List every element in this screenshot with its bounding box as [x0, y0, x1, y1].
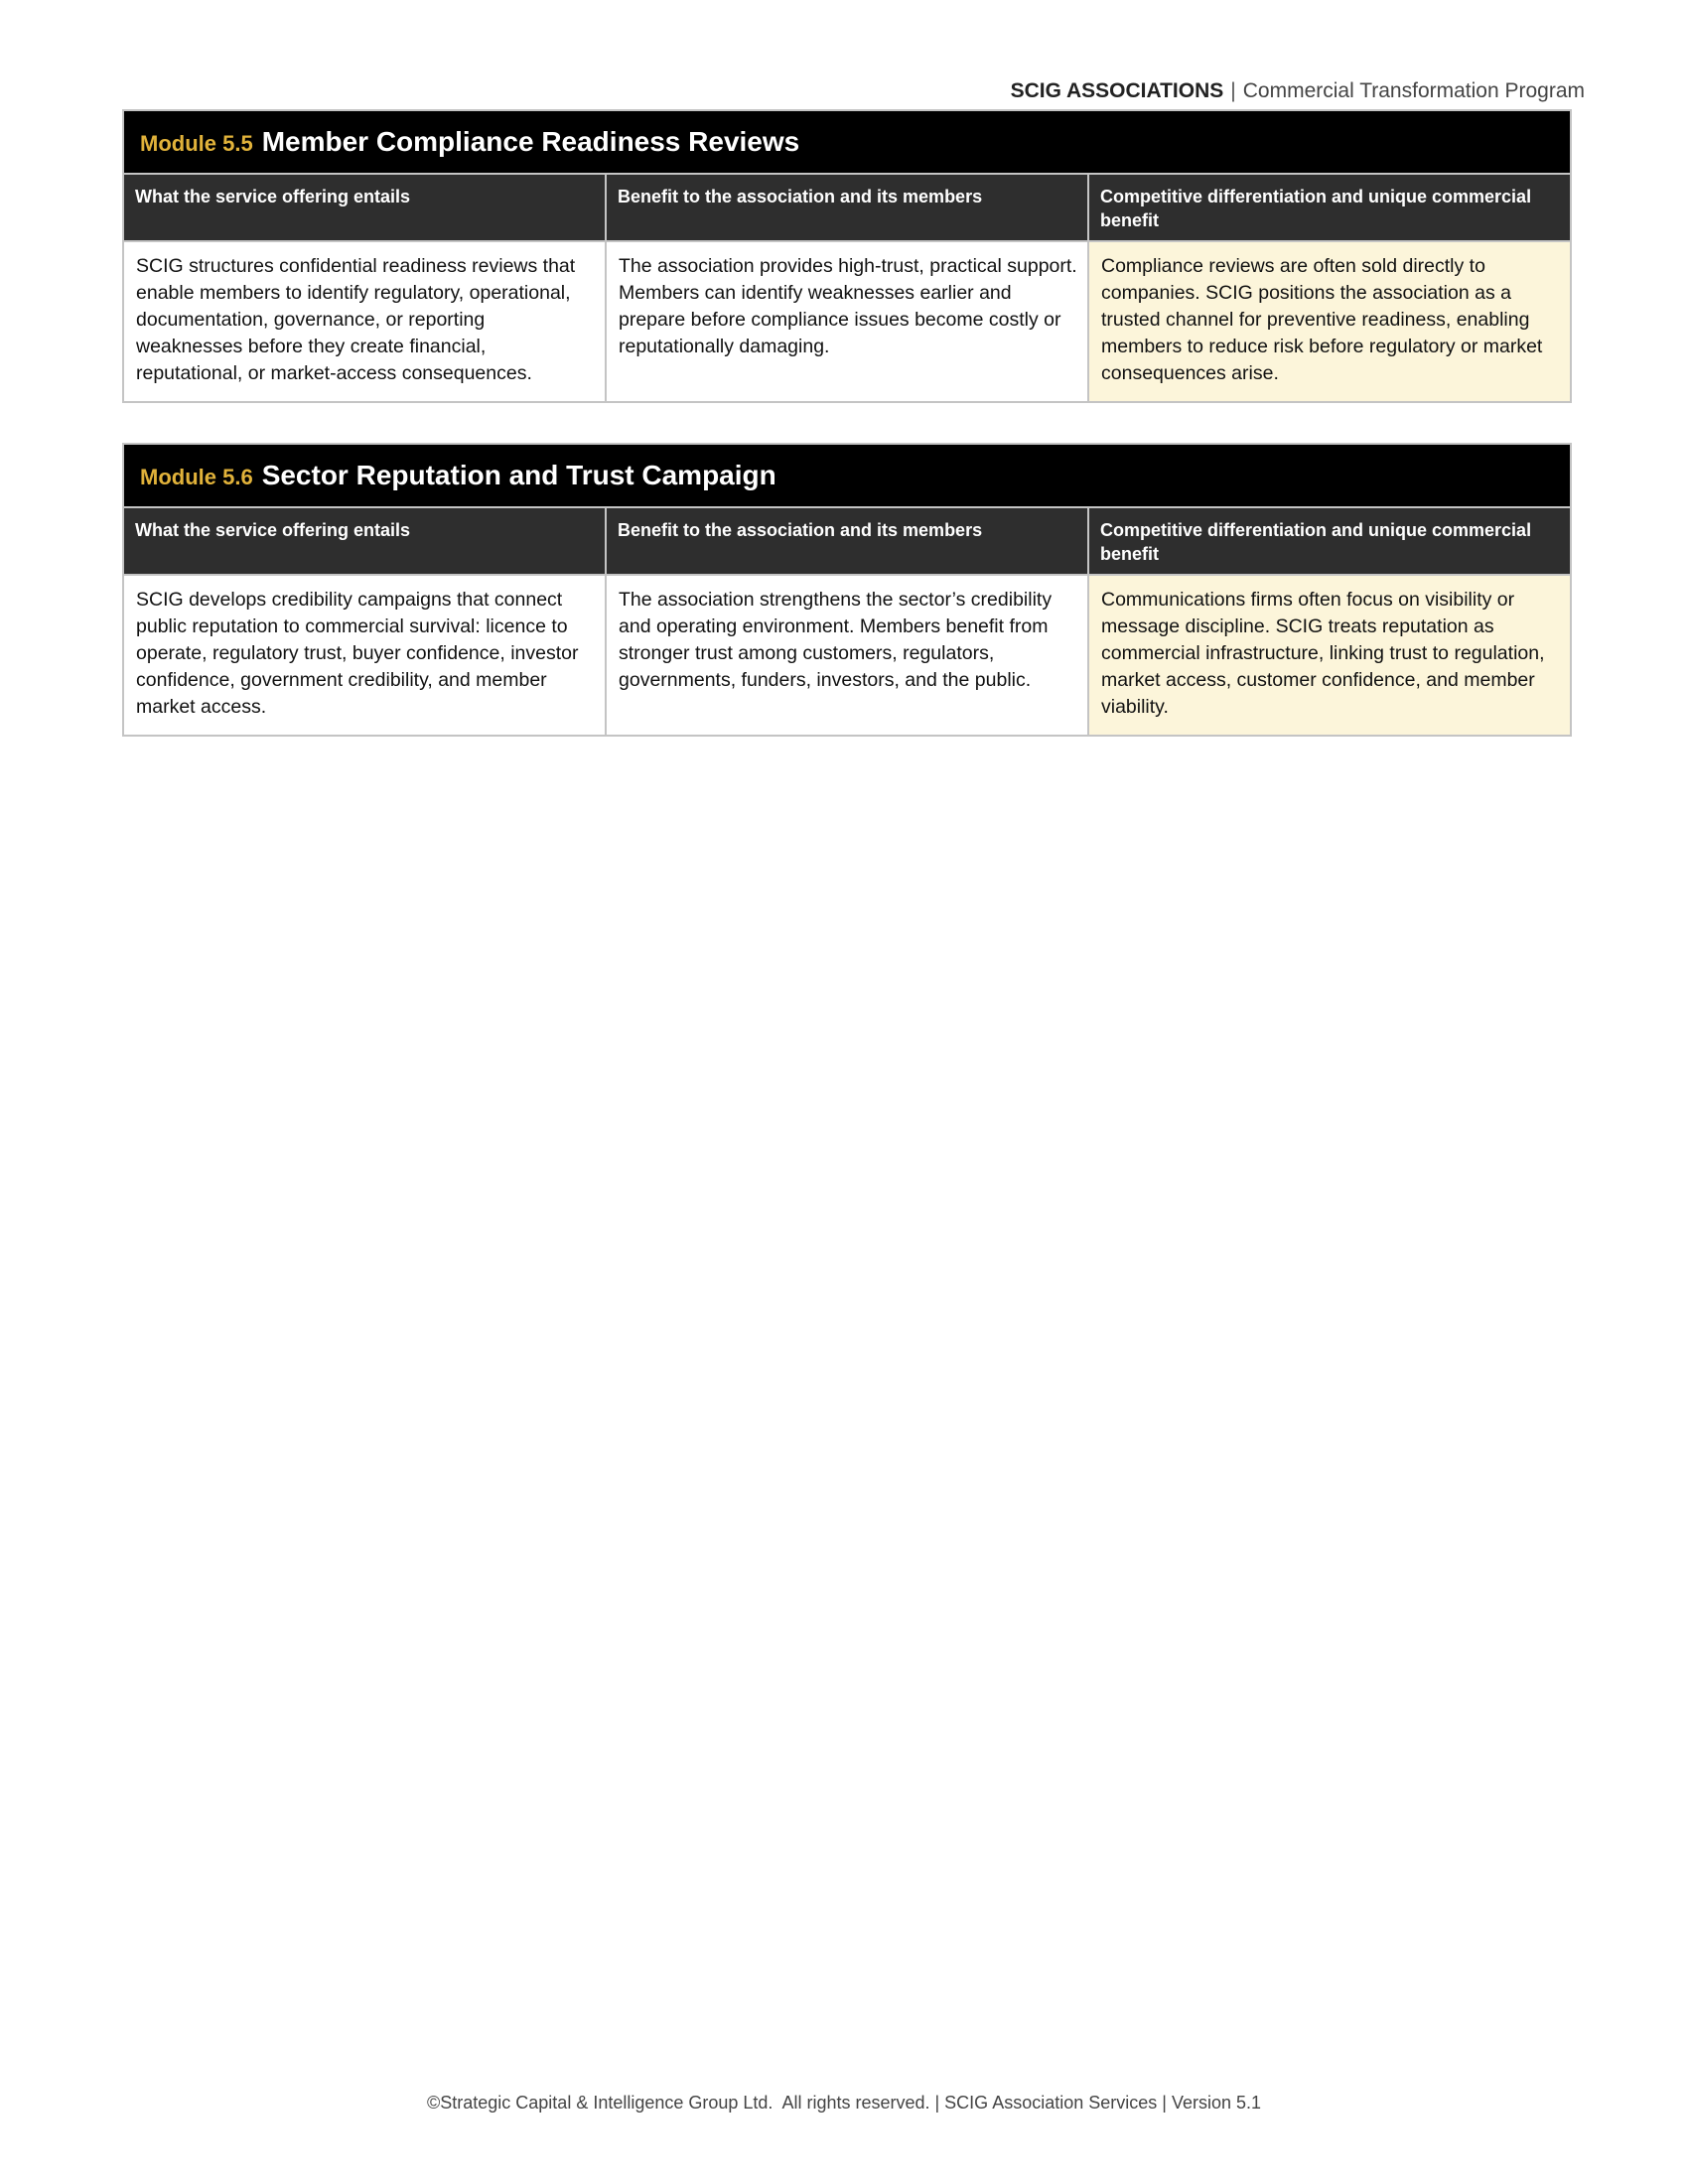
- module-number: Module 5.6: [140, 465, 253, 489]
- page-header: [1011, 79, 1585, 103]
- header-separator: |: [1230, 79, 1236, 102]
- module-card: [122, 109, 1572, 403]
- module-title-bar: [124, 111, 1570, 173]
- column-header-entails: What the service offering entails: [124, 508, 607, 576]
- module-title-bar: [124, 445, 1570, 506]
- cell-differentiation: Compliance reviews are often sold directly to companies. SCIG positions the association as a trusted channel for preventive readiness, enabling members to reduce risk before regulatory or market consequences arise.: [1089, 242, 1570, 401]
- cell-benefit: The association provides high-trust, practical support. Members can identify weaknesses earlier and prepare before compliance issues become costly or reputationally damaging.: [607, 242, 1089, 401]
- column-header-differentiation: Competitive differentiation and unique commercial benefit: [1089, 175, 1570, 242]
- module-number: Module 5.5: [140, 131, 253, 156]
- column-header-benefit: Benefit to the association and its members: [607, 508, 1089, 576]
- module-table: [124, 173, 1570, 401]
- column-header-differentiation: Competitive differentiation and unique commercial benefit: [1089, 508, 1570, 576]
- module-card: [122, 443, 1572, 737]
- cell-entails: SCIG structures confidential readiness reviews that enable members to identify regulatory, operational, documentation, governance, or reporting weaknesses before they create financial, reputational, or market-access consequences.: [124, 242, 607, 401]
- module-title: Sector Reputation and Trust Campaign: [261, 460, 776, 490]
- cell-differentiation: Communications firms often focus on visibility or message discipline. SCIG treats reputation as commercial infrastructure, linking trust to regulation, market access, customer confidence, and member viability.: [1089, 576, 1570, 735]
- column-header-benefit: Benefit to the association and its members: [607, 175, 1089, 242]
- page-footer: ©Strategic Capital & Intelligence Group Ltd. All rights reserved. | SCIG Association Services | Version 5.1: [426, 2093, 1261, 2113]
- module-title: Member Compliance Readiness Reviews: [261, 126, 800, 157]
- cell-entails: SCIG develops credibility campaigns that connect public reputation to commercial survival: licence to operate, regulatory trust, buyer confidence, investor confidence, government credibility, and member market access.: [124, 576, 607, 735]
- header-brand: SCIG ASSOCIATIONS: [1010, 79, 1224, 102]
- column-header-entails: What the service offering entails: [124, 175, 607, 242]
- module-table: [124, 506, 1570, 735]
- header-program: Commercial Transformation Program: [1242, 79, 1585, 102]
- cell-benefit: The association strengthens the sector’s credibility and operating environment. Members benefit from stronger trust among customers, regulators, governments, funders, investors, and the public.: [607, 576, 1089, 735]
